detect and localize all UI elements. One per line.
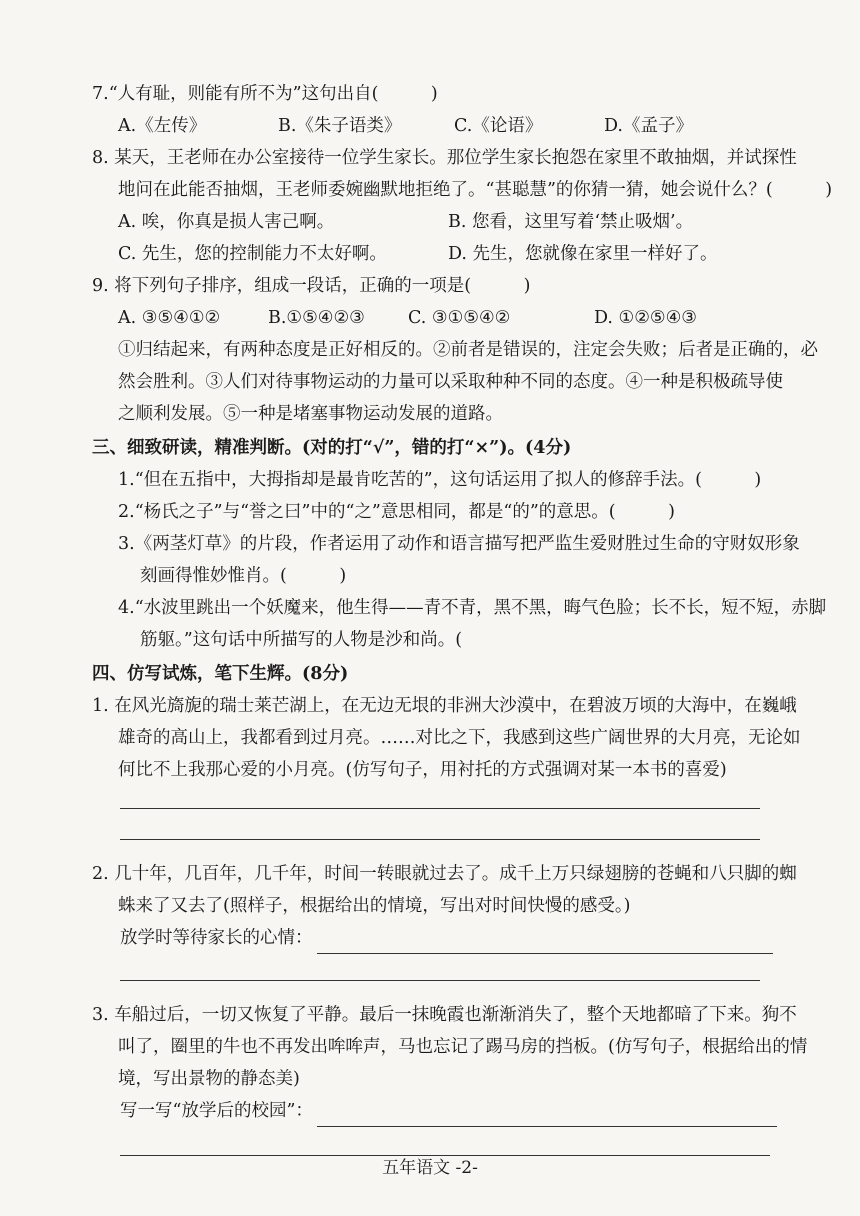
q9-option-c: C. ③①⑤④② [408, 308, 511, 328]
section4-q2-prompt: 放学时等待家长的心情： [120, 928, 313, 948]
section4-q3-line3: 境，写出景物的静态美) [118, 1069, 300, 1089]
q8-options-row2 [92, 238, 790, 270]
q8-options-row1 [92, 206, 790, 238]
section3-item2: 2.“杨氏之子”与“誉之曰”中的“之”意思相同，都是“的”的意思。( ) [118, 502, 675, 522]
q7-options [92, 110, 790, 142]
q9-option-d: D. ①②⑤④③ [594, 308, 697, 328]
q9-text-line2: 然会胜利。③人们对待事物运动的力量可以采取种种不同的态度。④一种是积极疏导使 [118, 372, 783, 392]
section4-q1-line1: 1. 在风光旖旎的瑞士莱芒湖上，在无边无垠的非洲大沙漠中，在碧波万顷的大海中，在巍峨 [92, 696, 797, 716]
q8-option-d: D. 先生，您就像在家里一样好了。 [448, 244, 718, 264]
section4-q1-line3: 何比不上我那心爱的小月亮。(仿写句子，用衬托的方式强调对某一本书的喜爱) [118, 760, 727, 780]
section4-q2-line2: 蛛来了又去了(照样子，根据给出的情境，写出对时间快慢的感受。) [118, 896, 631, 916]
q7-option-b: B.《朱子语类》 [278, 116, 402, 136]
answer-line[interactable] [317, 933, 773, 954]
q9-text-line3: 之顺利发展。⑤一种是堵塞事物运动发展的道路。 [118, 404, 503, 424]
q9-stem: 9. 将下列句子排序，组成一段话，正确的一项是( ) [92, 276, 531, 296]
section4-q3-line2: 叫了，圈里的牛也不再发出哞哞声，马也忘记了踢马房的挡板。(仿写句子，根据给出的情 [118, 1037, 808, 1057]
section3-title: 三、细致研读，精准判断。(对的打“√”，错的打“×”)。(4分) [92, 438, 572, 458]
q8-option-a: A. 唉，你真是损人害己啊。 [118, 212, 335, 232]
q9-option-a: A. ③⑤④①② [118, 308, 221, 328]
q7-option-c: C.《论语》 [454, 116, 543, 136]
q8-stem-line2: 地问在此能否抽烟，王老师委婉幽默地拒绝了。“甚聪慧”的你猜一猜，她会说什么？( ) [118, 180, 833, 200]
section4-q2-prompt-row [92, 922, 790, 954]
q9-options [92, 302, 790, 334]
section3-item4-line1: 4.“水波里跳出一个妖魔来，他生得——青不青，黑不黑，晦气色脸；长不长，短不短，赤脚 [118, 598, 827, 618]
q8-option-b: B. 您看，这里写着‘禁止吸烟’。 [448, 212, 694, 232]
q8-option-c: C. 先生，您的控制能力不太好啊。 [118, 244, 387, 264]
section3-item1: 1.“但在五指中，大拇指却是最肯吃苦的”，这句话运用了拟人的修辞手法。( ) [118, 470, 762, 490]
section4-title: 四、仿写试炼，笔下生辉。(8分) [92, 664, 349, 684]
section4-q3-prompt: 写一写“放学后的校园”： [120, 1101, 313, 1121]
q9-option-b: B.①⑤④②③ [268, 308, 365, 328]
section4-q2-line1: 2. 几十年，几百年，几千年，时间一转眼就过去了。成千上万只绿翅膀的苍蝇和八只脚的蜘 [92, 864, 797, 884]
section3-item3-line2: 刻画得惟妙惟肖。( ) [140, 566, 347, 586]
section3-item3-line1: 3.《两茎灯草》的片段，作者运用了动作和语言描写把严监生爱财胜过生命的守财奴形象 [118, 534, 800, 554]
q8-stem-line1: 8. 某天，王老师在办公室接待一位学生家长。那位学生家长抱怨在家里不敢抽烟，并试探性 [92, 148, 797, 168]
q7-option-a: A.《左传》 [118, 116, 207, 136]
q7-option-d: D.《孟子》 [604, 116, 693, 136]
section4-q1-line2: 雄奇的高山上，我都看到过月亮。……对比之下，我感到这些广阔世界的大月亮，无论如 [118, 728, 801, 748]
section3-item4-line2: 筋躯。”这句话中所描写的人物是沙和尚。( [140, 630, 463, 650]
page-footer: 五年语文 -2- [382, 1158, 478, 1178]
q7-stem: 7.“人有耻，则能有所不为”这句出自( ) [92, 84, 438, 104]
section4-q3-line1: 3. 车船过后，一切又恢复了平静。最后一抹晚霞也渐渐消失了，整个天地都暗了下来。狗不 [92, 1005, 797, 1025]
q9-text-line1: ①归结起来，有两种态度是正好相反的。②前者是错误的，注定会失败；后者是正确的，必 [118, 340, 818, 360]
section4-q3-prompt-row [92, 1095, 790, 1127]
answer-line[interactable] [317, 1106, 777, 1127]
